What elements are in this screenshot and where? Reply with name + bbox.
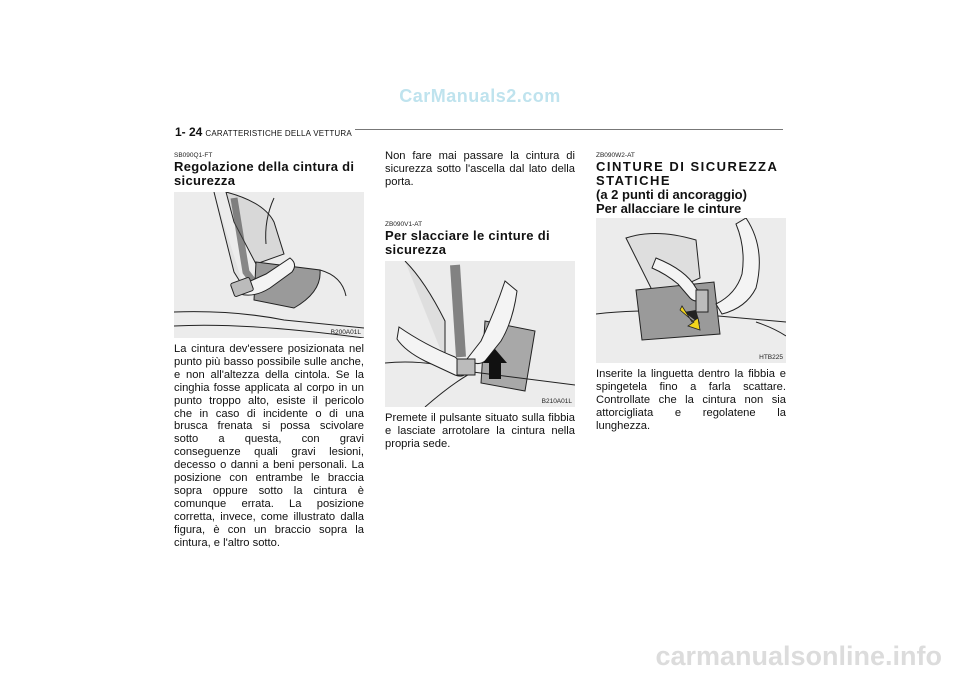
section-subheading: (a 2 punti di ancoraggio) [596, 187, 747, 202]
press-buckle-button-drawing [385, 261, 575, 407]
section-heading: Per slacciare le cinture di sicurezza [385, 227, 550, 257]
body-text: La cintura dev'essere posizionata nel punto più basso possibile sulle anche, e non all'altezza della cintola. Se la cinghia fosse applicata al corpo in un punto troppo alto, esiste il pericolo che in caso di incidente o di una brusca frenata si possa scivolare sotto a questa, con gravi conseguenze quali gravi lesioni, decesso o danni a beni personali. La posizione con entrambe le braccia sopra oppure sotto la cintura è comunque errata. La posizione corretta, invece, come illustrato dalla figura, è con un braccio sopra la cintura, e l'altro sotto. [174, 343, 364, 549]
illustration-unfasten [385, 261, 575, 407]
section-code: ZB090W2-AT [596, 152, 635, 159]
column-static-seatbelts [596, 150, 786, 433]
figure-code: B200A01L [330, 329, 361, 336]
column-unfasten [385, 150, 575, 450]
body-text: Inserite la linguetta dentro la fibbia e spingetela fino a farla scattare. Controllate che la cintura non sia attorcigliata e regolatene la lunghezza. [596, 368, 786, 432]
illustration-fasten [596, 218, 786, 363]
insert-tongue-into-buckle-drawing [596, 218, 786, 363]
section-heading: CINTURE DI SICUREZZA STATICHE [596, 159, 778, 188]
section-code: SB090Q1-FT [174, 152, 213, 159]
figure-code: HTB225 [759, 354, 783, 361]
watermark-top: CarManuals2.com [399, 86, 561, 106]
intro-text: Non fare mai passare la cintura di sicurezza sotto l'ascella dal lato della porta. [385, 150, 575, 188]
header-rule [355, 129, 783, 130]
illustration-seatbelt-adjustment [174, 192, 364, 338]
body-text: Premete il pulsante situato sulla fibbia e lasciate arrotolare la cintura nella propria sede. [385, 411, 575, 450]
section-title: CARATTERISTICHE DELLA VETTURA [205, 129, 352, 138]
seated-person-lap-belt-drawing [174, 192, 364, 338]
page-header [175, 123, 352, 137]
section-heading: Regolazione della cintura di sicurezza [174, 159, 355, 188]
section-subheading-fasten: Per allacciare le cinture [596, 201, 742, 216]
section-code: ZB090V1-AT [385, 220, 423, 228]
column-seatbelt-adjustment [174, 150, 364, 550]
figure-code: B210A01L [541, 397, 572, 405]
watermark-bottom: carmanualsonline.info [655, 641, 942, 671]
page-number: 1- 24 [175, 125, 203, 139]
